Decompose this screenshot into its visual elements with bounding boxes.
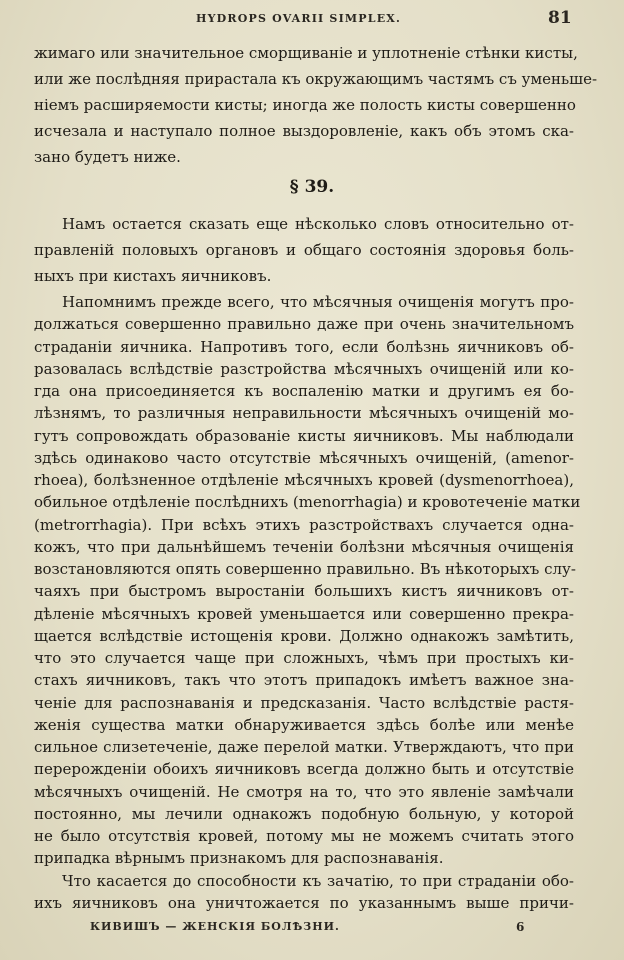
running-head: HYDROPS OVARII SIMPLEX. <box>196 12 402 25</box>
text-line: не было отсутствiя кровей, потому мы не можемъ считать этого <box>34 827 574 845</box>
signature-number: 6 <box>516 920 526 934</box>
text-line: или же послѣдняя прирастала къ окружающимъ частямъ съ уменьше- <box>34 70 598 88</box>
text-line: ихъ яичниковъ она уничтожается по указаннымъ выше причи- <box>34 894 574 912</box>
text-line: припадка вѣрнымъ признакомъ для распознаванiя. <box>34 849 444 867</box>
text-line: ныхъ при кистахъ яичниковъ. <box>34 267 272 285</box>
text-line: правленiй половыхъ органовъ и общаго состоянiя здоровья боль- <box>34 241 574 259</box>
text-line: гутъ сопровождать образованiе кисты яичниковъ. Мы наблюдали <box>34 427 574 445</box>
text-line: исчезала и наступало полное выздоровленiе, какъ объ этомъ ска- <box>34 122 574 140</box>
text-line: постоянно, мы лечили однакожъ подобную больную, у которой <box>34 805 574 823</box>
text-line: нiемъ расширяемости кисты; иногда же полость кисты совершенно <box>34 96 576 114</box>
text-line: что это случается чаще при сложныхъ, чѣмъ при простыхъ ки- <box>34 649 574 667</box>
text-line: жимаго или значительное сморщиванiе и уплотненiе стѣнки кисты, <box>34 44 578 62</box>
section-heading: § 39. <box>289 177 335 197</box>
text-line: дѣленiе мѣсячныхъ кровей уменьшается или совершенно прекра- <box>34 605 574 623</box>
text-line: женiя существа матки обнаруживается здѣсь болѣе или менѣе <box>34 716 574 734</box>
text-line: разовалась вслѣдствiе разстройства мѣсячныхъ очищенiй или ко- <box>34 360 574 378</box>
text-line: возстановляются опять совершенно правильно. Въ нѣкоторыхъ слу- <box>34 560 576 578</box>
text-line: rhoea), болѣзненное отдѣленiе мѣсячныхъ кровей (dysmenorrhoea), <box>34 471 574 489</box>
text-line: мѣсячныхъ очищенiй. Не смотря на то, что это явленiе замѣчали <box>34 783 574 801</box>
text-line: кожъ, что при дальнѣйшемъ теченiи болѣзни мѣсячныя очищенiя <box>34 538 574 556</box>
text-line: лѣзнямъ, то различныя неправильности мѣсячныхъ очищенiй мо- <box>34 404 574 422</box>
text-line: Намъ остается сказать еще нѣсколько словъ относительно от- <box>62 215 574 233</box>
text-line: щается вслѣдствiе истощенiя крови. Должно однакожъ замѣтить, <box>34 627 574 645</box>
text-line: перерожденiи обоихъ яичниковъ всегда должно быть и отсутствiе <box>34 760 574 778</box>
text-line: страданiи яичника. Напротивъ того, если болѣзнь яичниковъ об- <box>34 338 574 356</box>
text-line: здѣсь одинаково часто отсутствiе мѣсячныхъ очищенiй, (amenor- <box>34 449 574 467</box>
text-line: Напомнимъ прежде всего, что мѣсячныя очищенiя могутъ про- <box>62 293 574 311</box>
text-line: сильное слизетеченiе, даже перелой матки. Утверждаютъ, что при <box>34 738 574 756</box>
text-line: должаться совершенно правильно даже при очень значительномъ <box>34 315 574 333</box>
text-line: стахъ яичниковъ, такъ что этотъ припадокъ имѣетъ важное зна- <box>34 671 574 689</box>
book-signature: КИВИШЪ — ЖЕНСКIЯ БОЛѢЗНИ. <box>90 920 340 933</box>
text-line: (metrorrhagia). При всѣхъ этихъ разстройствахъ случается одна- <box>34 516 574 534</box>
text-line: Что касается до способности къ зачатiю, то при страданiи обо- <box>62 872 574 890</box>
text-line: чаяхъ при быстромъ выростанiи большихъ кистъ яичниковъ от- <box>34 582 574 600</box>
text-line: гда она присоединяется къ воспаленiю матки и другимъ ея бо- <box>34 382 574 400</box>
text-line: обильное отдѣленiе послѣднихъ (menorrhagia) и кровотеченiе матки <box>34 493 581 511</box>
text-line: зано будетъ ниже. <box>34 148 181 166</box>
text-line: ченiе для распознаванiя и предсказанiя. Часто вслѣдствiе растя- <box>34 694 574 712</box>
page-number: 81 <box>548 8 572 28</box>
